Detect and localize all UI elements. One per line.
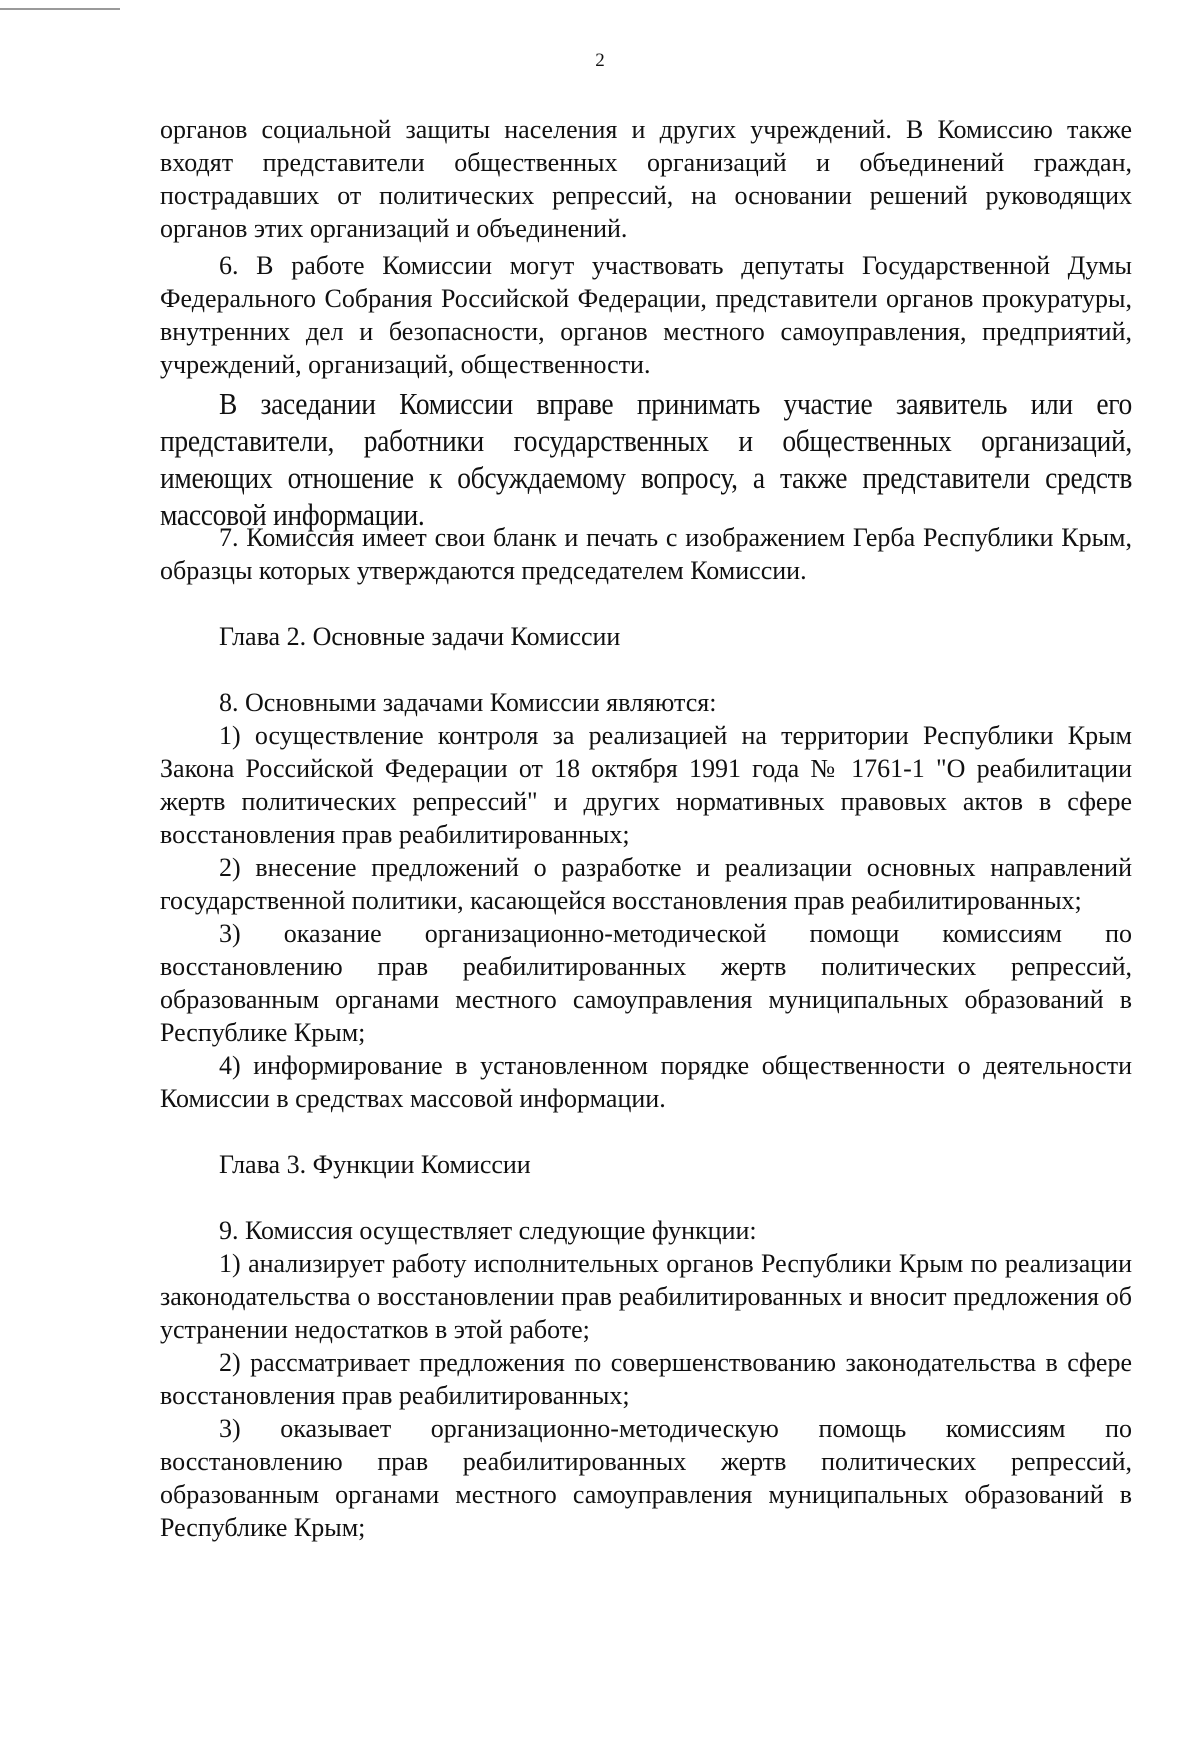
paragraph-9-item-2: 2) рассматривает предложения по совершенствованию законодательства в сфере восстановления прав реабилитированных; bbox=[160, 1348, 1132, 1410]
paragraph-8-item-1: 1) осуществление контроля за реализацией на территории Республики Крым Закона Российской Федерации от 18 октября 1991 года № 1761-1 "О реабилитации жертв политических репрессий" и других нормативных правовых актов в сфере восстановления прав реабилитированных; bbox=[160, 721, 1132, 849]
paragraph-9-item-1: 1) анализирует работу исполнительных органов Республики Крым по реализации законодательства о восстановлении прав реабилитированных и вносит предложения об устранении недостатков в этой работе; bbox=[160, 1249, 1132, 1344]
paragraph-9: 9. Комиссия осуществляет следующие функции: bbox=[219, 1216, 757, 1245]
chapter-2-heading: Глава 2. Основные задачи Комиссии bbox=[219, 622, 621, 651]
paragraph-8: 8. Основными задачами Комиссии являются: bbox=[219, 688, 717, 717]
paragraph-6-meeting-participants: В заседании Комиссии вправе принимать участие заявитель или его представители, работники государственных и общественных организаций, имеющих отношение к обсуждаемому вопросу, а также представители средств массовой информации. bbox=[160, 386, 1132, 532]
paragraph-8-item-4: 4) информирование в установленном порядке общественности о деятельности Комиссии в средствах массовой информации. bbox=[160, 1051, 1132, 1113]
paragraph-7: 7. Комиссия имеет свои бланк и печать с изображением Герба Республики Крым, образцы которых утверждаются председателем Комиссии. bbox=[160, 523, 1132, 585]
page-number: 2 bbox=[595, 50, 605, 71]
paragraph-8-item-3: 3) оказание организационно-методической помощи комиссиям по восстановлению прав реабилитированных жертв политических репрессий, образованным органами местного самоуправления муниципальных образований в Республике Крым; bbox=[160, 919, 1132, 1047]
document-body bbox=[160, 113, 1132, 1544]
scan-edge-line bbox=[0, 8, 120, 10]
paragraph-continuation: органов социальной защиты населения и других учреждений. В Комиссию также входят представители общественных организаций и объединений граждан, пострадавших от политических репрессий, на основании решений руководящих органов этих организаций и объединений. bbox=[160, 115, 1132, 243]
paragraph-9-item-3: 3) оказывает организационно-методическую помощь комиссиям по восстановлению прав реабилитированных жертв политических репрессий, образованным органами местного самоуправления муниципальных образований в Республике Крым; bbox=[160, 1414, 1132, 1542]
paragraph-8-item-2: 2) внесение предложений о разработке и реализации основных направлений государственной политики, касающейся восстановления прав реабилитированных; bbox=[160, 853, 1132, 915]
chapter-3-heading: Глава 3. Функции Комиссии bbox=[219, 1150, 531, 1179]
paragraph-6: 6. В работе Комиссии могут участвовать депутаты Государственной Думы Федерального Собрания Российской Федерации, представители органов прокуратуры, внутренних дел и безопасности, органов местного самоуправления, предприятий, учреждений, организаций, общественности. bbox=[160, 251, 1132, 379]
